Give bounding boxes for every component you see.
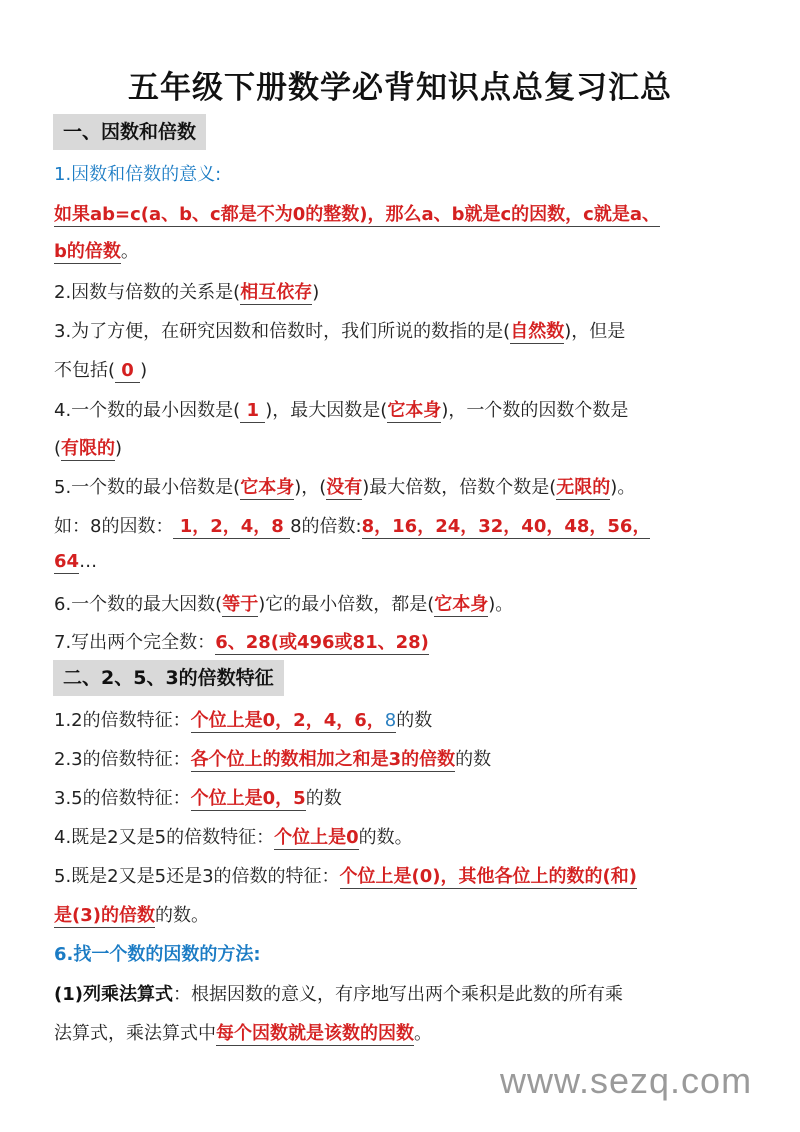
answer-blank: 个位上是0，2，4，6，8 [190,710,397,731]
example-line: 如：8的因数： 1，2，4，8 8的倍数:8，16，24，32，40，48，56， [54,516,651,537]
question-3: 3.为了方便，在研究因数和倍数时，我们所说的数指的是(自然数)，但是 [54,321,626,342]
answer-blank: 等于 [222,594,259,615]
answer-blank: 6、28(或496或81、28) [215,632,429,653]
answer-definition: 如果ab=c(a、b、c都是不为0的整数)，那么a、b就是c的因数，c就是a、 [54,204,660,225]
rule-1: 1.2的倍数特征：个位上是0，2，4，6，8的数 [54,710,433,731]
answer-blank: 个位上是0，5 [190,788,306,809]
answer-blank: 8，16，24，32，40，48，56， [361,516,651,537]
method-1-cont: 法算式，乘法算式中每个因数就是该数的因数。 [54,1023,432,1044]
question-4-cont: (有限的) [54,438,123,459]
answer-blank: 个位上是0 [274,827,359,848]
method-1: (1)列乘法算式：根据因数的意义，有序地写出两个乘积是此数的所有乘 [54,984,623,1005]
answer-blank: 0 [115,360,141,381]
answer-blank: 每个因数就是该数的因数 [216,1023,414,1044]
question-5: 5.一个数的最小倍数是(它本身)，(没有)最大倍数，倍数个数是(无限的)。 [54,477,636,498]
answer-blank: 没有 [326,477,363,498]
example-line-cont: 64… [54,551,98,572]
section-heading-factors-multiples: 一、因数和倍数 [53,114,206,150]
answer-blank: 1，2，4，8 [173,516,291,537]
answer-blank: 它本身 [434,594,489,615]
answer-blank: 相互依存 [240,282,313,303]
rule-3: 3.5的倍数特征：个位上是0，5的数 [54,788,342,809]
rule-5-cont: 是(3)的倍数的数。 [54,905,209,926]
watermark: www.sezq.com [500,1060,753,1101]
question-6: 6.一个数的最大因数(等于)它的最小倍数，都是(它本身)。 [54,594,514,615]
answer-blank: 64 [54,551,80,572]
definition-line-2: b的倍数。 [54,241,139,262]
answer-blank: 各个位上的数相加之和是3的倍数 [190,749,456,770]
rule-5: 5.既是2又是5还是3的倍数的特征：个位上是(0)，其他各位上的数的(和) [54,866,637,887]
answer-blank: 有限的 [61,438,116,459]
page-title: 五年级下册数学必背知识点总复习汇总 [128,70,672,106]
question-3-cont: 不包括( 0 ) [54,360,148,381]
answer-blank: 它本身 [240,477,295,498]
rule-4: 4.既是2又是5的倍数特征：个位上是0的数。 [54,827,413,848]
answer-definition-cont: b的倍数 [54,241,121,262]
definition-line-1 [54,200,660,226]
subheading-meaning: 1.因数和倍数的意义: [54,164,222,185]
answer-blank: 个位上是(0)，其他各位上的数的(和) [339,866,637,887]
question-4: 4.一个数的最小因数是( 1 )，最大因数是(它本身)，一个数的因数个数是 [54,400,629,421]
rule-2: 2.3的倍数特征：各个位上的数相加之和是3的倍数的数 [54,749,492,770]
answer-blank: 1 [240,400,266,421]
answer-blank: 无限的 [556,477,611,498]
answer-blank: 它本身 [387,400,442,421]
answer-blank: 是(3)的倍数 [54,905,155,926]
question-2: 2.因数与倍数的关系是(相互依存) [54,282,320,303]
answer-blank: 自然数 [510,321,565,342]
section-heading-multiple-features: 二、2、5、3的倍数特征 [53,660,284,696]
question-7: 7.写出两个完全数：6、28(或496或81、28) [54,632,429,653]
subheading-find-factors: 6.找一个数的因数的方法: [54,944,261,965]
